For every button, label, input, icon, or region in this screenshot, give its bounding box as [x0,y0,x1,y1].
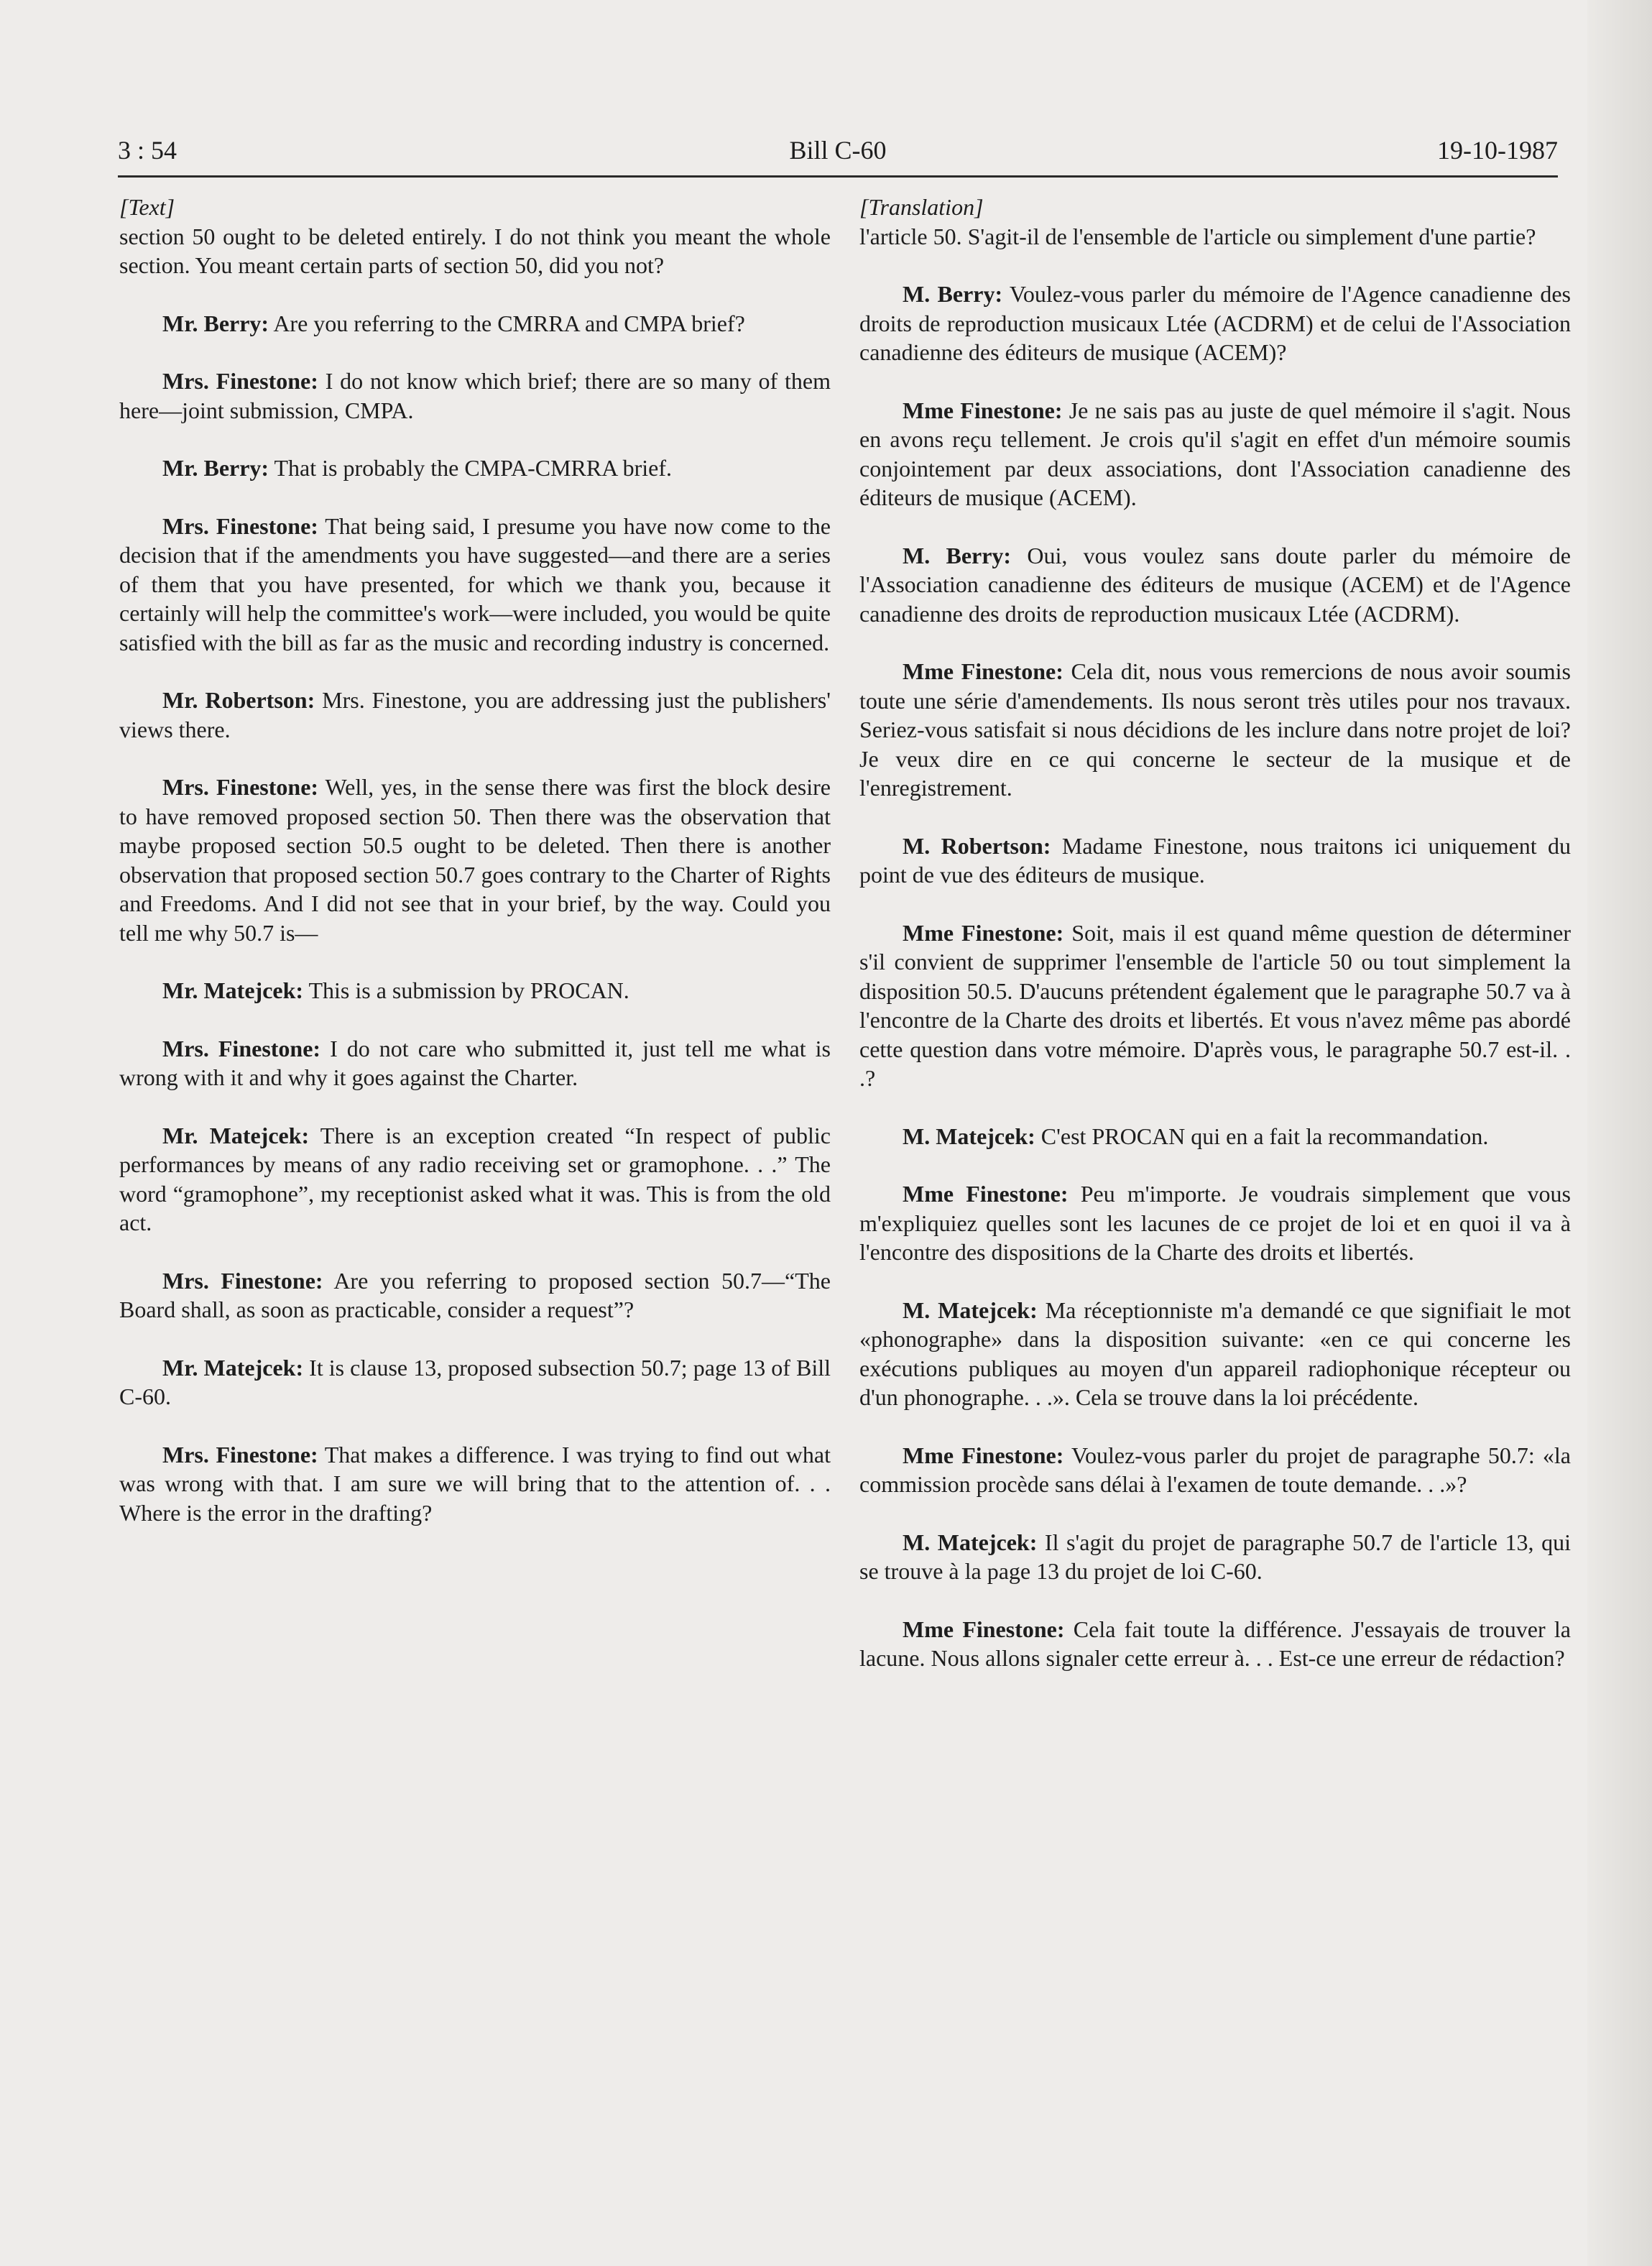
speaker-name: M. Berry: [903,281,1003,307]
speech-text: C'est PROCAN qui en a fait la recommandation. [1035,1123,1489,1149]
speech-text: Ma réceptionniste m'a demandé ce que signifiait le mot «phonographe» dans la disposition suivante: «en ce qui concerne les exécutions publiques au moyen d'un appareil radiophonique récepteur ou d'un phonographe. . .». Cela se trouve dans la loi précédente. [859,1296,1572,1410]
speech-paragraph [119,367,831,425]
speech-paragraph [119,1353,831,1411]
speech-text: Madame Finestone, nous traitons ici uniquement du point de vue des éditeurs de musique. [859,832,1572,888]
speaker-name: M. Robertson: [903,832,1051,859]
speech-text: I do not care who submitted it, just tell me what is wrong with it and why it goes against the Charter. [119,1035,831,1090]
speech-text: That is probably the CMPA-CMRRA brief. [269,455,672,481]
speech-paragraph [859,1296,1571,1412]
speech-text: Are you referring to proposed section 50.7—“The Board shall, as soon as practicable, consider a request”? [119,1267,831,1322]
speech-paragraph [859,1441,1571,1499]
speech-text: Are you referring to the CMRRA and CMPA brief? [269,310,745,336]
speaker-name: M. Matejcek: [903,1123,1035,1149]
speech-paragraph [119,1440,831,1528]
speaker-name: Mme Finestone: [903,1442,1064,1468]
speech-paragraph [859,832,1571,890]
bill-title: Bill C-60 [789,136,887,165]
speech-paragraph [859,1615,1571,1673]
speaker-name: M. Berry: [903,542,1012,568]
speech-paragraph [119,512,831,658]
speech-paragraph [119,309,831,338]
page-number: 3 : 54 [118,136,177,165]
speech-paragraph [119,686,831,744]
speech-text: Il s'agit du projet de paragraphe 50.7 de l'article 13, qui se trouve à la page 13 du projet de loi C-60. [859,1529,1572,1584]
speech-paragraph [119,1034,831,1092]
speech-paragraph [859,918,1571,1093]
page-header [118,135,1558,175]
column-label-translation: [Translation] [859,194,984,220]
speaker-name: Mr. Berry: [162,310,269,336]
opening-paragraph: section 50 ought to be deleted entirely. I do not think you meant the whole section. You meant certain parts of section 50, did you not? [119,223,831,278]
speaker-name: Mme Finestone: [903,919,1064,946]
speech-paragraph [859,1179,1571,1267]
speech-paragraph [859,396,1571,512]
speaker-name: Mr. Matejcek: [162,977,304,1003]
speech-text: Oui, vous voulez sans doute parler du mémoire de l'Association canadienne des éditeurs de musique (ACEM) et de l'Agence canadienne des droits de reproduction musicaux Ltée (ACDRM). [859,542,1572,627]
speaker-name: Mrs. Finestone: [162,1035,321,1061]
speech-text: There is an exception created “In respect of public performances by means of any radio receiving set or gramophone. . .” The word “gramophone”, my receptionist asked what it was. This is from the old act. [119,1122,831,1235]
opening-paragraph: l'article 50. S'agit-il de l'ensemble de l'article ou simplement d'une partie? [859,223,1536,249]
speaker-name: Mme Finestone: [903,397,1063,423]
speaker-name: Mrs. Finestone: [162,1441,318,1468]
speech-text: It is clause 13, proposed subsection 50.7; page 13 of Bill C-60. [119,1354,831,1409]
speech-text: Je ne sais pas au juste de quel mémoire il s'agit. Nous en avons reçu tellement. Je crois qu'il s'agit en effet d'un mémoire soumis conjointement par deux associations, dont l'Association canadienne des éditeurs de musique (ACEM). [859,397,1572,510]
speech-text: That makes a difference. I was trying to find out what was wrong with that. I am sure we will bring that to the attention of. . . Where is the error in the drafting? [119,1441,831,1526]
header-rule [118,175,1558,178]
speech-paragraph [859,1528,1571,1586]
french-column [859,193,1571,1702]
speech-text: That being said, I presume you have now come to the decision that if the amendments you have suggested—and there are a series of them that you have presented, for which we thank you, because it certainly will help the committee's work—were included, you would be quite satisfied with the bill as far as the music and recording industry is concerned. [119,512,831,655]
speaker-name: Mr. Matejcek: [162,1122,310,1148]
speech-paragraph [119,453,831,483]
english-column [119,193,831,1556]
speech-paragraph [859,1122,1571,1151]
page-date: 19-10-1987 [1437,136,1558,165]
speech-text: Cela dit, nous vous remercions de nous avoir soumis toute une série d'amendements. Ils nous seront très utiles pour nos travaux. Seriez-vous satisfait si nous décidions de les inclure dans notre projet de loi? Je veux dire en ce qui concerne le secteur de la musique et de l'enregistrement. [859,658,1572,801]
speaker-name: Mrs. Finestone: [162,512,318,539]
speech-text: Peu m'importe. Je voudrais simplement que vous m'expliquiez quelles sont les lacunes de ce projet de loi et en quoi il va à l'encontre des dispositions de la Charte des droits et libertés. [859,1181,1572,1265]
speaker-name: Mr. Robertson: [162,687,315,713]
page-edge [1587,0,1652,2266]
speech-paragraph [119,773,831,947]
speaker-name: Mr. Matejcek: [162,1354,304,1381]
speech-text: I do not know which brief; there are so many of them here—joint submission, CMPA. [119,368,831,423]
speaker-name: Mrs. Finestone: [162,1267,323,1294]
speech-text: Mrs. Finestone, you are addressing just the publishers' views there. [119,687,831,742]
speech-paragraph [119,1121,831,1238]
speech-paragraph [859,280,1571,367]
speaker-name: Mme Finestone: [903,658,1063,684]
speaker-name: M. Matejcek: [903,1529,1038,1555]
speech-text: This is a submission by PROCAN. [303,977,629,1003]
speaker-name: Mrs. Finestone: [162,368,318,394]
column-label-text: [Text] [119,194,175,220]
speech-text: Well, yes, in the sense there was first the block desire to have removed proposed section 50. Then there was the observation that maybe proposed section 50.5 ought to be deleted. Then there is another observation that proposed section 50.7 goes contrary to the Charter of Rights and Freedoms. And I did not see that in your brief, by the way. Could you tell me why 50.7 is— [119,774,831,946]
speaker-name: M. Matejcek: [903,1296,1038,1323]
speech-paragraph [859,541,1571,629]
speech-text: Voulez-vous parler du mémoire de l'Agence canadienne des droits de reproduction musicaux Ltée (ACDRM) et de celui de l'Association canadienne des éditeurs de musique (ACEM)? [859,281,1572,365]
speech-text: Cela fait toute la différence. J'essayais de trouver la lacune. Nous allons signaler cette erreur à. . . Est-ce une erreur de rédaction? [859,1616,1571,1671]
speaker-name: Mr. Berry: [162,455,269,481]
speech-text: Voulez-vous parler du projet de paragraphe 50.7: «la commission procède sans délai à l'examen de toute demande. . .»? [859,1442,1572,1497]
speech-paragraph [119,1266,831,1325]
speaker-name: Mrs. Finestone: [162,774,319,800]
speaker-name: Mme Finestone: [903,1181,1069,1207]
speech-text: Soit, mais il est quand même question de déterminer s'il convient de supprimer l'ensemble de l'article 50 ou tout simplement la disposition 50.5. D'aucuns prétendent également que le paragraphe 50.7 va à l'encontre de la Charte des droits et libertés. Et vous n'avez même pas abordé cette question dans votre mémoire. D'après vous, le paragraphe 50.7 est-il. . .? [859,919,1572,1091]
speaker-name: Mme Finestone: [903,1616,1065,1642]
speech-paragraph [859,657,1571,803]
speech-paragraph [119,976,831,1005]
